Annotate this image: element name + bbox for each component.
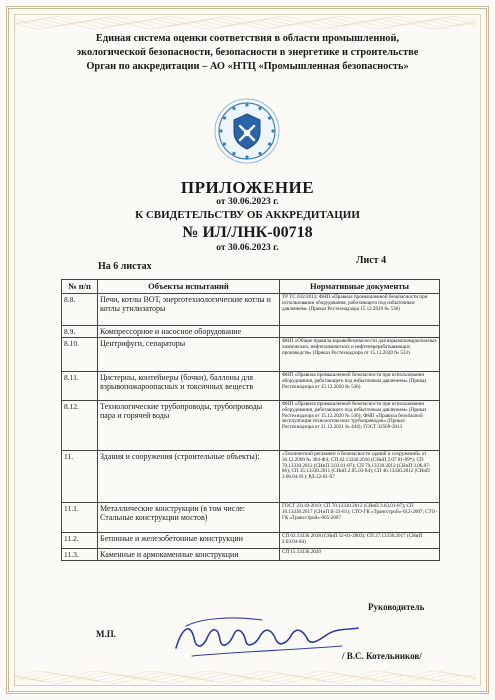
col-header-number: № п/п	[62, 280, 98, 294]
row-object: Компрессорное и насосное оборудование	[98, 326, 280, 338]
row-norm: ФНП «Правила промышленной безопасности при использовании оборудования, работающего под избыточным давлением» (Приказ Ростехнадзора от 15.12.2020 № 536); ФНП «Правила безопасной эксплуатации технологических трубопроводов» (Приказ Ростехнадзора от 21.12.2021 № 444); ГОСТ 32569-2013	[280, 401, 440, 451]
header-line-3: Орган по аккредитации – АО «НТЦ «Промышленная безопасность»	[86, 61, 409, 72]
table-row	[62, 294, 440, 326]
certificate-date: от 30.06.2023 г.	[216, 243, 279, 253]
row-number: 11.2.	[62, 533, 98, 549]
col-header-objects: Объекты испытаний	[98, 280, 280, 294]
document-subtitle: К СВИДЕТЕЛЬСТВУ ОБ АККРЕДИТАЦИИ	[135, 209, 360, 221]
row-object: Центрифуги, сепараторы	[98, 338, 280, 372]
row-number: 11.1.	[62, 503, 98, 533]
header-line-2: экологической безопасности, безопасности в энергетике и строительстве	[76, 47, 419, 58]
sheet-number: Лист 4	[356, 255, 387, 266]
row-object: Каменные и армокаменные конструкции	[98, 549, 280, 561]
sheets-total: На 6 листах	[98, 261, 152, 272]
row-norm: СП 63.13330.2018 (СНиП 52-01-2003); СП 27.13330.2017 (СНиП 2.03.04-84)	[280, 533, 440, 549]
table-row	[62, 533, 440, 549]
row-object: Металлические конструкции (в том числе: Стальные конструкции мостов)	[98, 503, 280, 533]
table-row	[62, 338, 440, 372]
title-date: от 30.06.2023 г.	[216, 197, 279, 207]
document-title: ПРИЛОЖЕНИЕ	[180, 178, 315, 197]
table-header-row	[62, 280, 440, 294]
row-object: Цистерны, контейнеры (бочки), баллоны для взрывопожароопасных и токсичных веществ	[98, 372, 280, 401]
row-number: 11.3.	[62, 549, 98, 561]
row-object: Технологические трубопроводы, трубопроводы пара и горячей воды	[98, 401, 280, 451]
row-number: 8.8.	[62, 294, 98, 326]
handwritten-signature-icon	[172, 608, 362, 664]
row-norm: ГОСТ 23118-2019; СП 70.13330.2012 (СНиП 3.03.01-87); СП 16.13330.2017 (СНиП II-23-81); СТО-ГК «Трансстрой»-012-2007; СТО-ГК «Трансстрой»-005-2007	[280, 503, 440, 533]
row-object: Здания и сооружения (строительные объекты):	[98, 451, 280, 503]
row-number: 8.12.	[62, 401, 98, 451]
row-norm: ФНП «Общие правила взрывобезопасности для взрывопожароопасных химических, нефтехимических и нефтеперерабатывающих производств» (Приказ Ростехнадзора от 15.12.2020 № 533)	[280, 338, 440, 372]
row-number: 8.10.	[62, 338, 98, 372]
row-number: 8.11.	[62, 372, 98, 401]
accreditation-scope-table	[61, 279, 440, 561]
col-header-norms: Нормативные документы	[280, 280, 440, 294]
row-norm: «Технический регламент о безопасности зданий и сооружений» от 30.12.2009 № 384-ФЗ; СП 42.13330.2016 (СНиП 2.07.01-89*); СП 70.13330.2012 (СНиП 3.03.01-87); СП 79.13330.2012 (СНиП 3.06.07-86); СП 35.13330.2011 (СНиП 2.05.03-84); СП 46.13330.2012 (СНиП 3.06.04-91); РД-22-01-97	[280, 451, 440, 503]
row-object: Печи, котлы ВОТ, энерготехнологические котлы и котлы утилизаторы	[98, 294, 280, 326]
table-row	[62, 401, 440, 451]
table-row	[62, 503, 440, 533]
table-row	[62, 451, 440, 503]
header-line-1: Единая система оценки соответствия в области промышленной,	[95, 33, 400, 44]
row-norm	[280, 326, 440, 338]
table-row	[62, 326, 440, 338]
row-object: Бетонные и железобетонные конструкции	[98, 533, 280, 549]
row-norm: ФНП «Правила промышленной безопасности при использовании оборудования, работающего под избыточным давлением» (Приказ Ростехнадзора от 15.12.2020 № 536)	[280, 372, 440, 401]
row-norm: СП 15.13330.2020	[280, 549, 440, 561]
table-row	[62, 549, 440, 561]
row-number: 11.	[62, 451, 98, 503]
accreditation-emblem-icon	[213, 97, 281, 165]
issuer-header	[40, 32, 455, 74]
row-norm: ТР ТС 032/2013; ФНП «Правила промышленной безопасности при использовании оборудования, работающего под избыточным давлением» (Приказ Ростехнадзора 15.12.2020 № 536)	[280, 294, 440, 326]
table-row	[62, 372, 440, 401]
stamp-place-label: М.П.	[96, 629, 116, 639]
row-number: 8.9.	[62, 326, 98, 338]
signatory-name: / В.С. Котельников/	[342, 651, 422, 661]
certificate-number: № ИЛ/ЛНК-00718	[182, 224, 313, 241]
signatory-role: Руководитель	[368, 602, 425, 612]
